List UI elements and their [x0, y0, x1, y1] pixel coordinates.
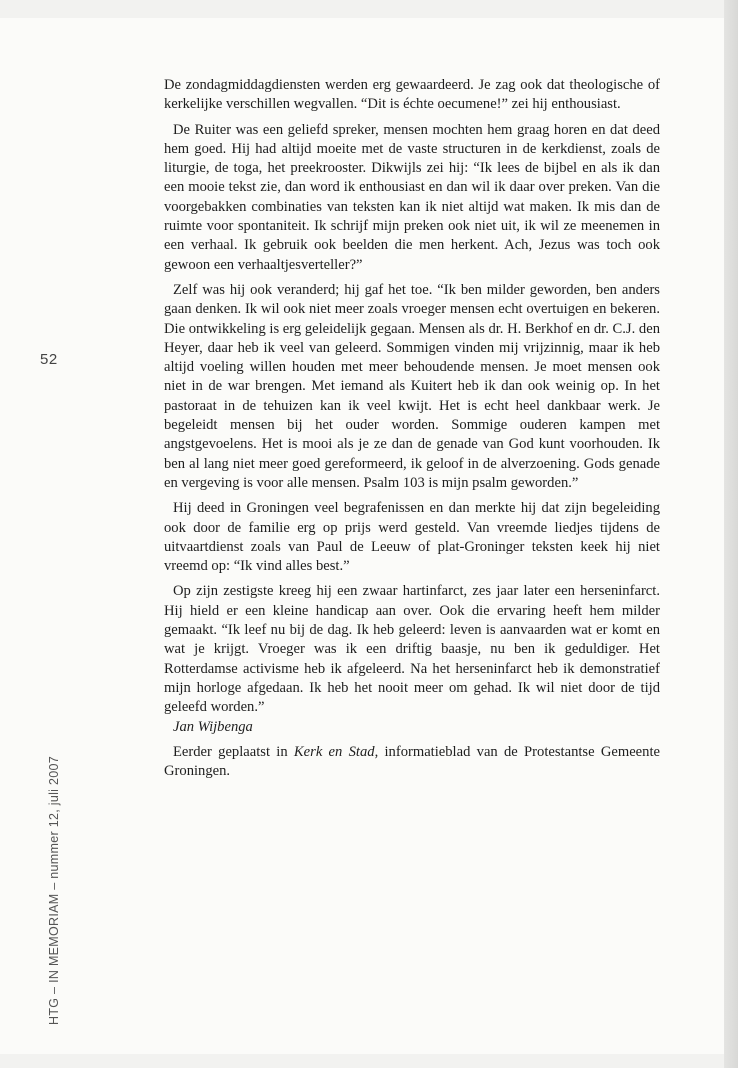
running-title: HTG – IN MEMORIAM – nummer 12, juli 2007: [47, 755, 61, 1025]
source-suffix: , informatieblad van de Protestantse Gemeente Groningen.: [164, 743, 660, 780]
author-signature: Jan Wijbenga: [173, 718, 253, 735]
source-prefix: Eerder geplaatst in: [173, 743, 294, 760]
binding-edge: [724, 0, 738, 1068]
page-number: 52: [40, 351, 58, 368]
article-body: [164, 76, 660, 787]
source-note: [164, 743, 660, 782]
paragraph-2: De Ruiter was een geliefd spreker, mensen mochten hem graag horen en dat deed hem goed. Hij had altijd moeite met de vaste structuren in de kerkdienst, zoals de liturgie, de toga, het preekrooster. Dikwijls zei hij: “Ik lees de bijbel en als ik dan een mooie tekst zie, dan word ik enthousiast en dan wil ik daar over preken. Van die voorgebakken combinaties van teksten kan ik niet altijd wat maken. Ik mis dan de ruimte voor spontaniteit. Ik schrijf mijn preken ook niet uit, ik wil ze meenemen in een verhaal. Ik gebruik ook beelden die men herkent. Ach, Jezus was toch ook gewoon een verhaaltjesverteller?”: [164, 121, 660, 273]
paragraph-5: Op zijn zestigste kreeg hij een zwaar hartinfarct, zes jaar later een herseninfarct. Hij hield er een kleine handicap aan over. Ook die ervaring heeft hem milder gemaakt. “Ik leef nu bij de dag. Ik heb geleerd: leven is aanvaarden wat er komt en wat je krijgt. Vroeger was ik een driftig baasje, nu ben ik geduldiger. Het Rotterdamse activisme heb ik afgeleerd. Na het herseninfarct heb ik demonstratief mijn horloge afgedaan. Ik heb het nooit meer om gehad. Ik wil niet door de tijd geleefd worden.”: [164, 583, 660, 716]
paragraph-3: Zelf was hij ook veranderd; hij gaf het toe. “Ik ben milder geworden, ben anders gaan denken. Ik wil ook niet meer zoals vroeger mensen echt overtuigen en bekeren. Die ontwikkeling is erg geleidelijk gegaan. Mensen als dr. H. Berkhof en dr. C.J. den Heyer, daar heb ik veel van geleerd. Sommigen vinden mij vrijzinnig, maar ik heb altijd voeling willen houden met meer behoudende mensen. Je moet mensen ook niet in de war brengen. Met iemand als Kuitert heb ik dan ook weinig op. In het pastoraat in de tehuizen kan ik veel kwijt. Het is echt heel dankbaar werk. Je begeleidt mensen bij het ouder worden. Sommige ouderen kampen met angstgevoelens. Het is mooi als je ze dan de genade van God kunt voorhouden. Ik ben al lang niet meer goed gereformeerd, ik geloof in de alverzoening. Gods genade en vergeving is voor alle mensen. Psalm 103 is mijn psalm geworden.”: [164, 281, 660, 491]
paragraph-1: De zondagmiddagdiensten werden erg gewaardeerd. Je zag ook dat theologische of kerkelijke verschillen wegvallen. “Dit is échte oecumene!” zei hij enthousiast.: [164, 77, 660, 113]
paragraph-4: Hij deed in Groningen veel begrafenissen en dan merkte hij dat zijn begeleiding ook door de familie erg op prijs werd gesteld. Van vreemde liedjes tijdens de uitvaartdienst zoals van Paul de Leeuw of plat-Groninger teksten keek hij niet vreemd op: “Ik vind alles best.”: [164, 500, 660, 575]
source-title: Kerk en Stad: [293, 743, 375, 760]
